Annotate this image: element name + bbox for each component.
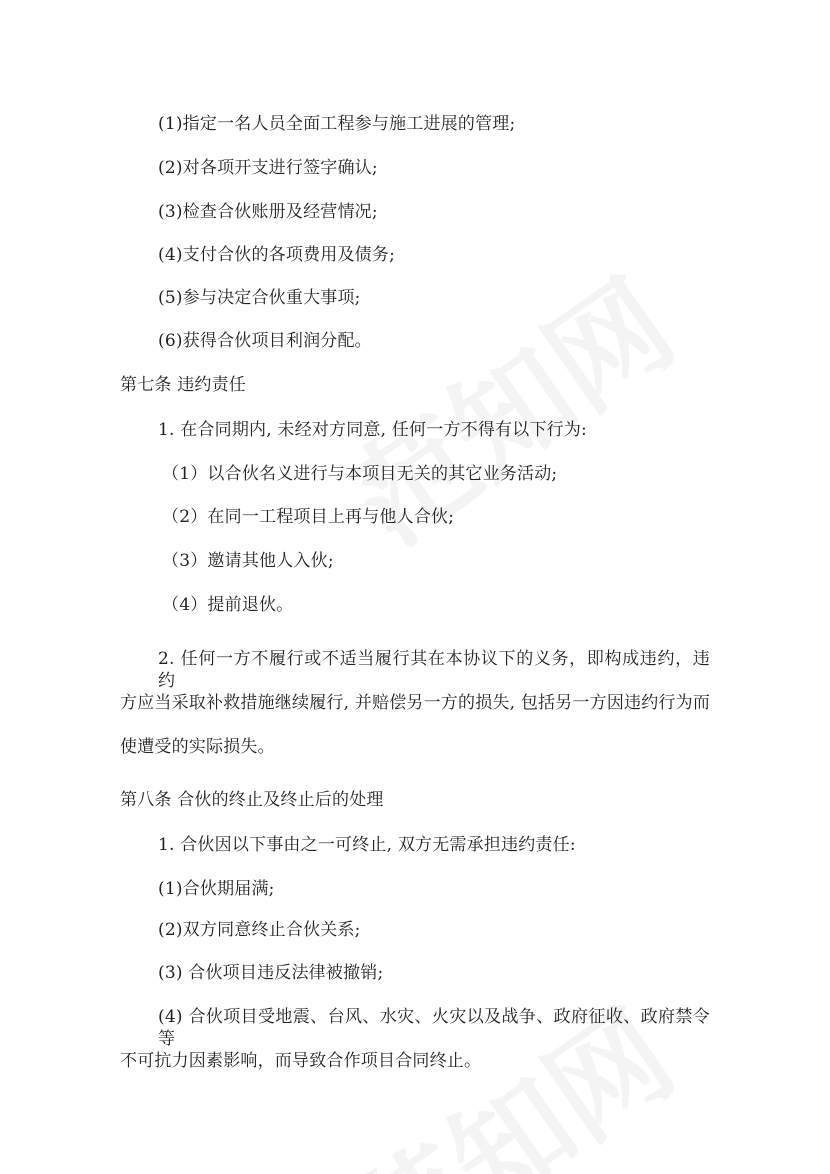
list-item: （4）提前退伙。 (162, 595, 294, 615)
paragraph-line: (3)检查合伙账册及经营情况; (158, 202, 378, 222)
list-item: (1)合伙期届满; (158, 879, 275, 899)
paragraph-line: (5)参与决定合伙重大事项; (158, 288, 361, 308)
paragraph-line: 方应当采取补救措施继续履行, 并赔偿另一方的损失, 包括另一方因违约行为而 (120, 693, 711, 713)
paragraph-line: 2. 任何一方不履行或不适当履行其在本协议下的义务，即构成违约，违约 (158, 649, 710, 691)
list-item: (3) 合伙项目违反法律被撤销; (158, 963, 384, 983)
list-item: （1）以合伙名义进行与本项目无关的其它业务活动; (162, 464, 558, 484)
paragraph-line: (4)支付合伙的各项费用及债务; (158, 245, 396, 265)
section-heading: 第七条 违约责任 (120, 375, 247, 395)
paragraph-line: (1)指定一名人员全面工程参与施工进展的管理; (158, 114, 516, 134)
paragraph-line: 1. 在合同期内, 未经对方同意, 任何一方不得有以下行为: (158, 420, 587, 440)
paragraph-line: 不可抗力因素影响，而导致合作项目合同终止。 (120, 1051, 482, 1071)
paragraph-line: (6)获得合伙项目利润分配。 (158, 331, 372, 351)
section-heading: 第八条 合伙的终止及终止后的处理 (120, 790, 384, 810)
list-item: （3）邀请其他人入伙; (162, 551, 334, 571)
list-item: (4) 合伙项目受地震、台风、水灾、火灾以及战争、政府征收、政府禁令等 (158, 1007, 710, 1049)
paragraph-line: 1. 合伙因以下事由之一可终止, 双方无需承担违约责任: (158, 835, 576, 855)
list-item: （2）在同一工程项目上再与他人合伙; (162, 507, 455, 527)
list-item: (2)双方同意终止合伙关系; (158, 920, 361, 940)
paragraph-line: (2)对各项开支进行签字确认; (158, 158, 378, 178)
paragraph-line: 使遭受的实际损失。 (120, 737, 275, 757)
